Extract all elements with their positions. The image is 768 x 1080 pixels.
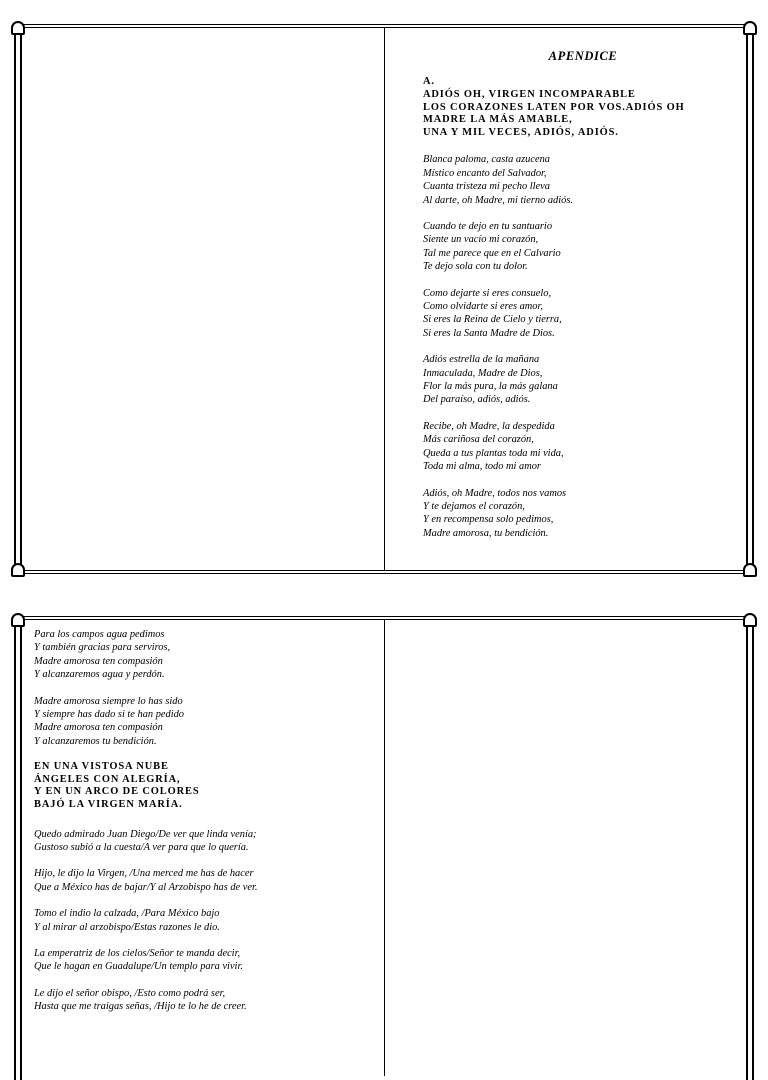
- stanza: [34, 628, 379, 682]
- stanza: [423, 220, 743, 274]
- song-heading: [423, 76, 743, 139]
- verse-line: Madre amorosa ten compasión: [34, 722, 163, 734]
- stanza: [34, 907, 379, 934]
- verse-line: Blanca paloma, casta azucena: [423, 154, 550, 166]
- stanza: [34, 867, 379, 894]
- stanza: [423, 487, 743, 541]
- verse-line: Como olvidarte si eres amor,: [423, 301, 543, 313]
- verse-line: Queda a tus plantas toda mi vida,: [423, 447, 564, 459]
- stanza: [423, 420, 743, 474]
- stanza: [34, 695, 379, 749]
- verse-line: Y también gracias para serviros,: [34, 642, 171, 654]
- corner-ornament: [743, 21, 757, 35]
- verse-line: Místico encanto del Salvador,: [423, 167, 547, 179]
- verse-line: Si eres la Reina de Cielo y tierra,: [423, 314, 562, 326]
- heading-line: UNA Y MIL VECES, ADIÓS, ADIÓS.: [423, 126, 619, 138]
- verse-line: Adiós, oh Madre, todos nos vamos: [423, 487, 567, 499]
- heading-line: LOS CORAZONES LATEN POR VOS.ADIÓS OH: [423, 101, 685, 113]
- stanza: [34, 987, 379, 1014]
- verse-line: Y te dejamos el corazón,: [423, 500, 525, 512]
- verse-line: Más cariñosa del corazón,: [423, 434, 534, 446]
- verse-line: Adiós estrella de la mañana: [423, 354, 540, 366]
- verse-line: Que a México has de bajar/Y al Arzobispo has de ver.: [34, 881, 258, 893]
- verse-line: Cuando te dejo en tu santuario: [423, 221, 553, 232]
- stanza: [423, 287, 743, 341]
- verse-line: Recibe, oh Madre, la despedida: [423, 420, 555, 432]
- verse-line: Y alcanzaremos agua y perdón.: [34, 669, 165, 681]
- verse-line: Inmaculada, Madre de Dios,: [423, 367, 543, 379]
- verse-line: Y en recompensa solo pedimos,: [423, 514, 554, 526]
- column-divider: [384, 28, 385, 570]
- stanza: [34, 947, 379, 974]
- verse-line: Madre amorosa ten compasión: [34, 655, 163, 667]
- column-divider: [384, 620, 385, 1076]
- stanza: [423, 153, 743, 207]
- corner-ornament: [743, 613, 757, 627]
- heading-line: ÁNGELES CON ALEGRÍA,: [34, 773, 181, 785]
- corner-ornament: [11, 563, 25, 577]
- stanza: [423, 353, 743, 407]
- corner-ornament: [11, 613, 25, 627]
- verse-line: Siente un vacío mi corazón,: [423, 234, 539, 246]
- page-2: [14, 616, 754, 1076]
- verse-line: Y al mirar al arzobispo/Estas razones le dio.: [34, 921, 220, 933]
- left-border-rail: [14, 24, 22, 574]
- right-border-rail: [746, 616, 754, 1080]
- verse-line: Madre amorosa, tu bendición.: [423, 527, 549, 539]
- verse-line: Hasta que me traigas señas, /Hijo te lo he de creer.: [34, 1001, 247, 1013]
- verse-line: Como dejarte si eres consuelo,: [423, 287, 552, 299]
- page-title: APENDICE: [548, 49, 618, 63]
- corner-ornament: [743, 563, 757, 577]
- corner-ornament: [11, 21, 25, 35]
- verse-line: Del paraíso, adiós, adiós.: [423, 394, 531, 406]
- verse-line: Cuanta tristeza mi pecho lleva: [423, 181, 550, 193]
- verse-line: Que le hagan en Guadalupe/Un templo para vivir.: [34, 961, 243, 973]
- heading-line: Y EN UN ARCO DE COLORES: [34, 786, 200, 798]
- verse-line: Le dijo el señor obispo, /Esto como podrá ser,: [34, 987, 226, 999]
- verse-line: Tal me parece que en el Calvario: [423, 247, 561, 259]
- song-heading: [34, 761, 379, 811]
- stanza: [34, 828, 379, 855]
- verse-line: Al darte, oh Madre, mi tierno adiós.: [423, 194, 573, 206]
- verse-line: La emperatriz de los cielos/Señor te manda decir,: [34, 948, 241, 960]
- left-column: [34, 628, 379, 1014]
- verse-line: Te dejo sola con tu dolor.: [423, 261, 528, 273]
- verse-line: Hijo, le dijo la Virgen, /Una merced me has de hacer: [34, 868, 254, 880]
- heading-line: A.: [423, 76, 435, 88]
- verse-line: Quedo admirado Juan Diego/De ver que linda venía;: [34, 828, 257, 840]
- verse-line: Gustoso subió a la cuesta/A ver para que lo quería.: [34, 842, 249, 854]
- page-1: [14, 24, 754, 574]
- verse-line: Madre amorosa siempre lo has sido: [34, 695, 183, 707]
- verse-line: Flor la más pura, la más galana: [423, 381, 558, 393]
- heading-line: MADRE LA MÁS AMABLE,: [423, 114, 573, 126]
- verse-line: Toda mi alma, todo mi amor: [423, 461, 541, 473]
- heading-line: EN UNA VISTOSA NUBE: [34, 761, 169, 773]
- verse-line: Y siempre has dado si te han pedido: [34, 709, 184, 721]
- verse-line: Para los campos agua pedimos: [34, 629, 165, 640]
- verse-line: Y alcanzaremos tu bendición.: [34, 735, 157, 747]
- right-column: [423, 50, 743, 540]
- left-border-rail: [14, 616, 22, 1080]
- verse-line: Tomo el indio la calzada, /Para México bajo: [34, 908, 220, 920]
- verse-line: Si eres la Santa Madre de Dios.: [423, 327, 555, 339]
- heading-line: BAJÓ LA VIRGEN MARÍA.: [34, 799, 183, 811]
- right-border-rail: [746, 24, 754, 574]
- heading-line: ADIÓS OH, VIRGEN INCOMPARABLE: [423, 89, 636, 100]
